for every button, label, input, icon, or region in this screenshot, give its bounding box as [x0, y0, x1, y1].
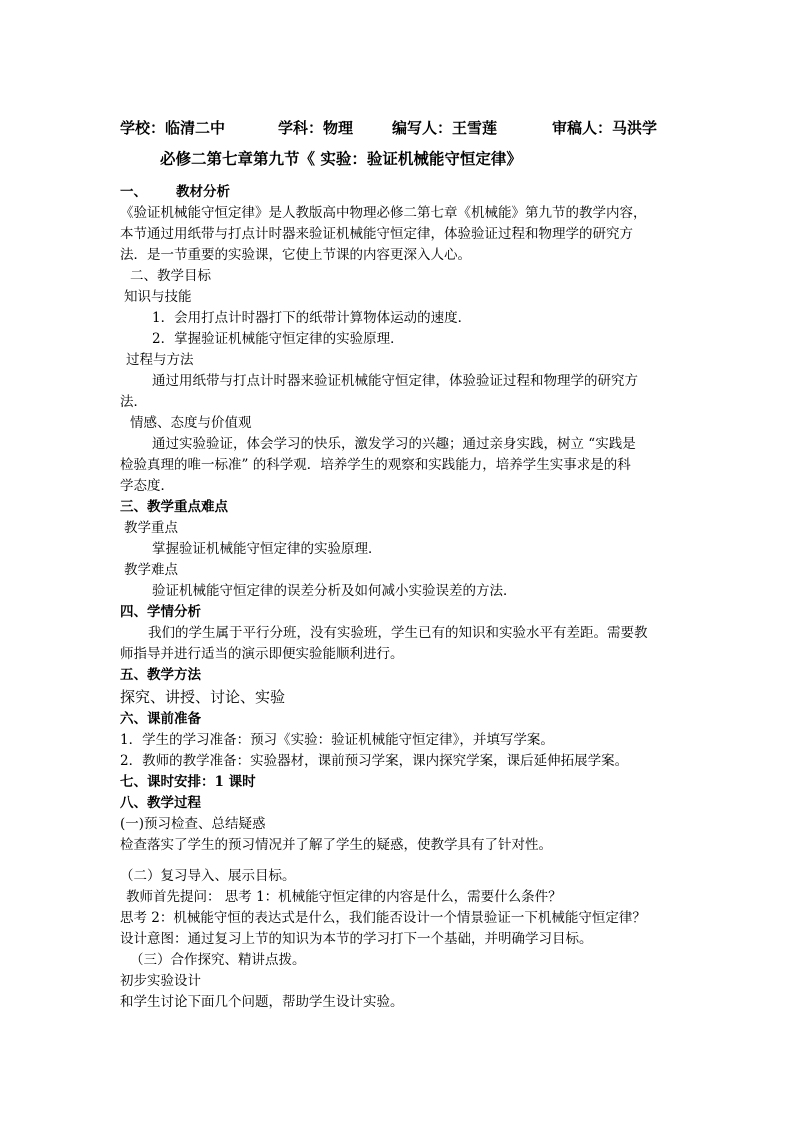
header-writer: 编写人：王雪莲 — [392, 119, 498, 137]
section-2-sub-knowledge: 知识与技能 — [124, 289, 192, 305]
section-2-attitude-1: 通过实验验证，体会学习的快乐，激发学习的兴趣；通过亲身实践，树立 “实践是 — [152, 436, 636, 452]
section-8-question-1: 教师首先提问： 思考 1：机械能守恒定律的内容是什么，需要什么条件？ — [126, 889, 562, 905]
page-title: 必修二第七章第九节《 实验：验证机械能守恒定律》 — [160, 149, 522, 168]
section-2-sub-attitude: 情感、态度与价值观 — [130, 415, 252, 431]
section-6-item-2: 2．教师的教学准备：实验器材，课前预习学案，课内探究学案，课后延伸拓展学案。 — [120, 753, 629, 769]
section-3-key-text: 掌握验证机械能守恒定律的实验原理． — [152, 541, 382, 557]
section-3-sub-key: 教学重点 — [124, 520, 178, 536]
section-4-text-1: 我们的学生属于平行分班，没有实验班，学生已有的知识和实验水平有差距。需要教 — [148, 625, 648, 641]
section-1-text-2: 本节通过用纸带与打点计时器来验证机械能守恒定律，体验验证过程和物理学的研究方 — [120, 226, 633, 242]
section-8-sub-2: （二）复习导入、展示目标。 — [120, 868, 296, 884]
section-2-heading: 二、教学目标 — [130, 268, 211, 284]
section-6-item-1: 1．学生的学习准备：预习《实验：验证机械能守恒定律》，并填写学案。 — [120, 732, 554, 748]
header-subject: 学科：物理 — [278, 119, 354, 137]
section-8-sub-1: (一)预习检查、总结疑惑 — [120, 816, 266, 832]
section-2-item-1: 1．会用打点计时器打下的纸带计算物体运动的速度． — [152, 310, 472, 326]
section-8-question-2: 思考 2：机械能守恒的表达式是什么，我们能否设计一个情景验证一下机械能守恒定律？ — [120, 910, 646, 926]
section-2-process-2: 法． — [120, 394, 147, 410]
section-2-sub-process: 过程与方法 — [126, 352, 194, 368]
section-5-text: 探究、讲授、讨论、实验 — [120, 688, 286, 706]
section-1-text-1: 《验证机械能守恒定律》是人教版高中物理必修二第七章《机械能》第九节的教学内容， — [120, 205, 647, 221]
section-8-design-intent: 设计意图：通过复习上节的知识为本节的学习打下一个基础，并明确学习目标。 — [120, 931, 593, 947]
section-2-process-1: 通过用纸带与打点计时器来验证机械能守恒定律，体验验证过程和物理学的研究方 — [152, 373, 638, 389]
header-info — [0, 118, 794, 140]
section-2-attitude-2: 检验真理的唯一标准” 的科学观．培养学生的观察和实践能力，培养学生实事求是的科 — [120, 457, 631, 473]
section-2-item-2: 2．掌握验证机械能守恒定律的实验原理． — [152, 331, 404, 347]
header-school: 学校：临清二中 — [120, 119, 226, 137]
section-1-text-3: 法．是一节重要的实验课，它使上节课的内容更深入人心。 — [120, 247, 471, 263]
section-5-heading: 五、教学方法 — [120, 667, 201, 683]
section-8-sub-1-text: 检查落实了学生的预习情况并了解了学生的疑惑，使教学具有了针对性。 — [120, 837, 552, 853]
section-1-number: 一、 — [120, 184, 147, 200]
header-reviewer: 审稿人：马洪学 — [552, 119, 658, 137]
section-8-design-heading: 初步实验设计 — [120, 973, 201, 989]
section-6-heading: 六、课前准备 — [120, 711, 201, 727]
section-8-heading: 八、教学过程 — [120, 795, 201, 811]
section-3-heading: 三、教学重点难点 — [120, 499, 228, 515]
section-2-attitude-3: 学态度． — [120, 478, 174, 494]
section-8-sub-3: （三）合作探究、精讲点拨。 — [130, 952, 306, 968]
section-1-heading: 教材分析 — [176, 184, 230, 200]
section-8-design-text: 和学生讨论下面几个问题，帮助学生设计实验。 — [120, 994, 404, 1010]
section-3-difficulty-text: 验证机械能守恒定律的误差分析及如何减小实验误差的方法． — [152, 583, 517, 599]
section-3-sub-difficulty: 教学难点 — [124, 562, 178, 578]
section-4-text-2: 师指导并进行适当的演示即便实验能顺利进行。 — [120, 646, 404, 662]
section-4-heading: 四、学情分析 — [120, 604, 201, 620]
section-7-heading: 七、课时安排：1 课时 — [120, 774, 256, 790]
